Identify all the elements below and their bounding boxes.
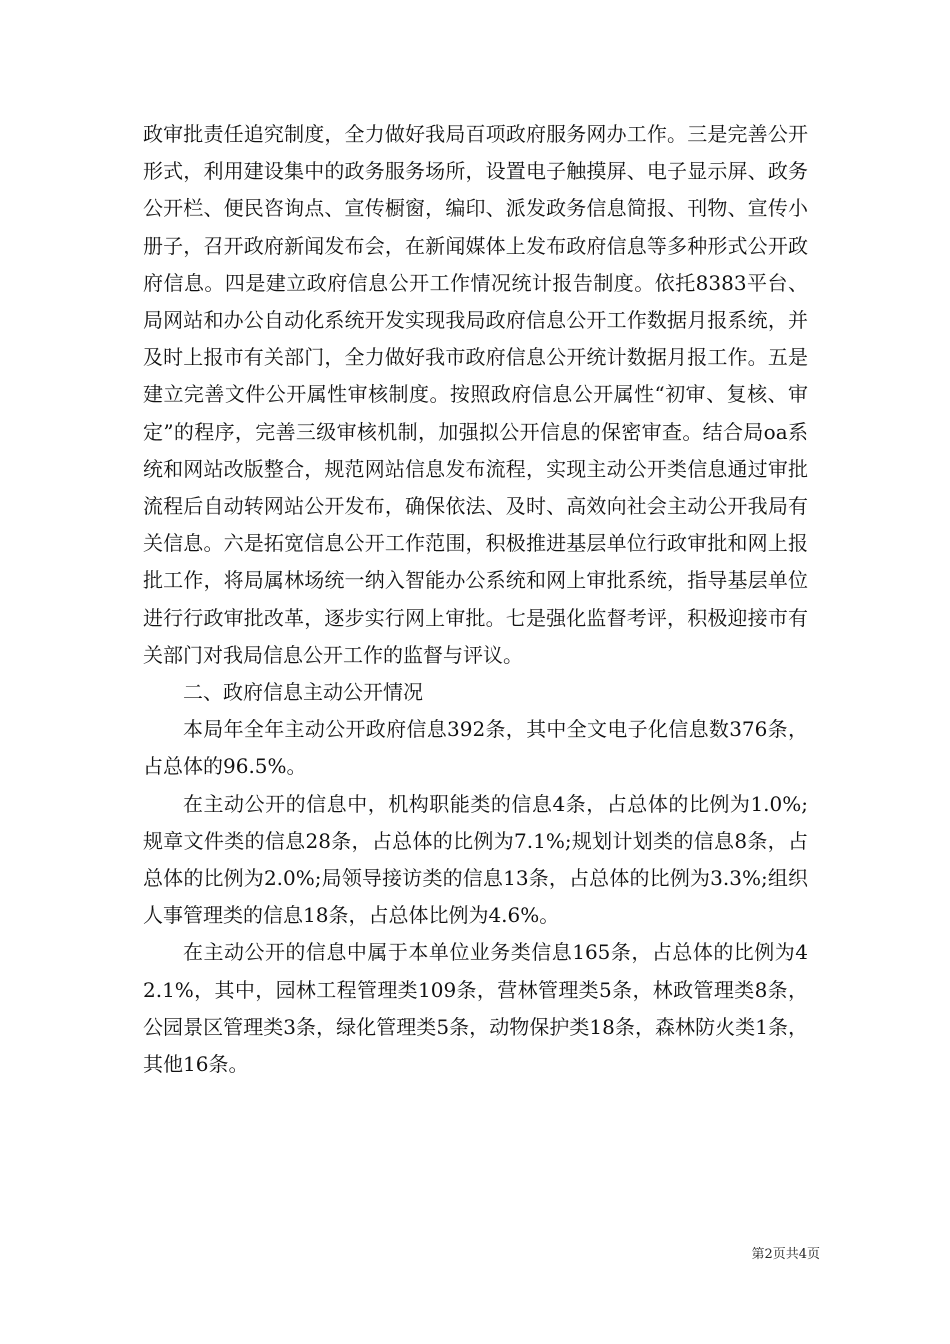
section-heading: 二、政府信息主动公开情况 [183, 680, 423, 705]
paragraph-business-breakdown: 在主动公开的信息中属于本单位业务类信息165条，占总体的比例为42.1%，其中，园林工程管理类109条，营林管理类5条，林政管理类8条，公园景区管理类3条，绿化管理类5条，动物保护类18条，森林防火类1条，其他16条。 [143, 940, 808, 1077]
document-body [143, 116, 808, 1083]
paragraph-category-breakdown: 在主动公开的信息中，机构职能类的信息4条，占总体的比例为1.0%;规章文件类的信息28条，占总体的比例为7.1%;规划计划类的信息8条，占总体的比例为2.0%;局领导接访类的信息13条，占总体的比例为3.3%;组织人事管理类的信息18条，占总体比例为4.6%。 [143, 791, 808, 928]
paragraph-total-disclosure: 本局年全年主动公开政府信息392条，其中全文电子化信息数376条，占总体的96.5%。 [143, 717, 808, 779]
paragraph-continuation: 政审批责任追究制度，全力做好我局百项政府服务网办工作。三是完善公开形式，利用建设集中的政务服务场所，设置电子触摸屏、电子显示屏、政务公开栏、便民咨询点、宣传橱窗，编印、派发政务信息简报、刊物、宣传小册子，召开政府新闻发布会，在新闻媒体上发布政府信息等多种形式公开政府信息。四是建立政府信息公开工作情况统计报告制度。依托8383平台、局网站和办公自动化系统开发实现我局政府信息公开工作数据月报系统，并及时上报市有关部门，全力做好我市政府信息公开统计数据月报工作。五是建立完善文件公开属性审核制度。按照政府信息公开属性“初审、复核、审定”的程序，完善三级审核机制，加强拟公开信息的保密审查。结合局oa系统和网站改版整合，规范网站信息发布流程，实现主动公开类信息通过审批流程后自动转网站公开发布，确保依法、及时、高效向社会主动公开我局有关信息。六是拓宽信息公开工作范围，积极推进基层单位行政审批和网上报批工作，将局属林场统一纳入智能办公系统和网上审批系统，指导基层单位进行行政审批改革，逐步实行网上审批。七是强化监督考评，积极迎接市有关部门对我局信息公开工作的监督与评议。 [143, 122, 808, 667]
page-number: 第2页共4页 [751, 1247, 820, 1262]
